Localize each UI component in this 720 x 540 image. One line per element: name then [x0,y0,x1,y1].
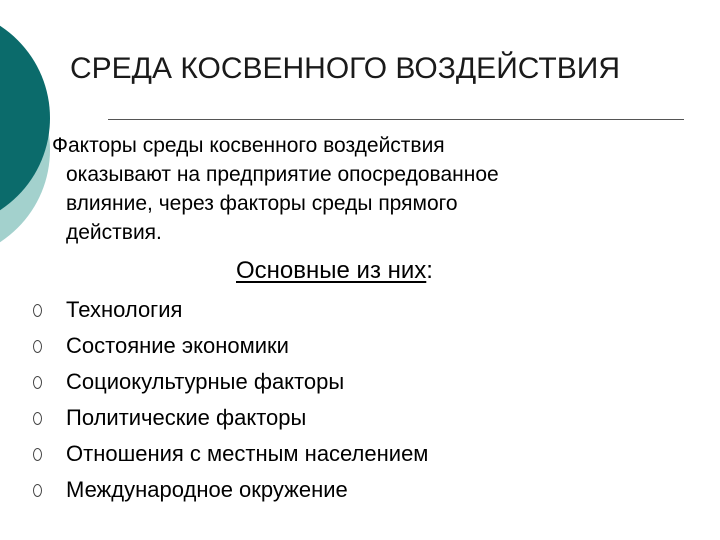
list-item-text: Политические факторы [66,405,307,430]
title-divider [108,119,684,120]
subheading-text: Основные из них [236,257,427,284]
subheading [236,257,433,285]
decorative-circles [0,0,60,300]
hollow-circle-bullet-icon [33,340,42,353]
hollow-circle-bullet-icon [33,484,42,497]
intro-paragraph [52,131,652,247]
hollow-circle-bullet-icon [33,448,42,461]
hollow-circle-bullet-icon [33,412,42,425]
paragraph-line-4: действия. [66,221,162,244]
list-item-text: Социокультурные факторы [66,369,345,394]
list-item-text: Международное окружение [66,477,348,502]
list-item-text: Отношения с местным населением [66,441,429,466]
list-item-text: Технология [66,297,183,322]
hollow-circle-bullet-icon [33,304,42,317]
paragraph-line-3: влияние, через факторы среды прямого [66,192,458,215]
paragraph-line-1: Факторы среды косвенного воздействия [52,134,445,157]
subheading-colon: : [426,257,433,284]
list-item-text: Состояние экономики [66,333,289,358]
hollow-circle-bullet-icon [33,376,42,389]
paragraph-line-2: оказывают на предприятие опосредованное [66,163,499,186]
slide-title: СРЕДА КОСВЕННОГО ВОЗДЕЙСТВИЯ [70,52,620,85]
